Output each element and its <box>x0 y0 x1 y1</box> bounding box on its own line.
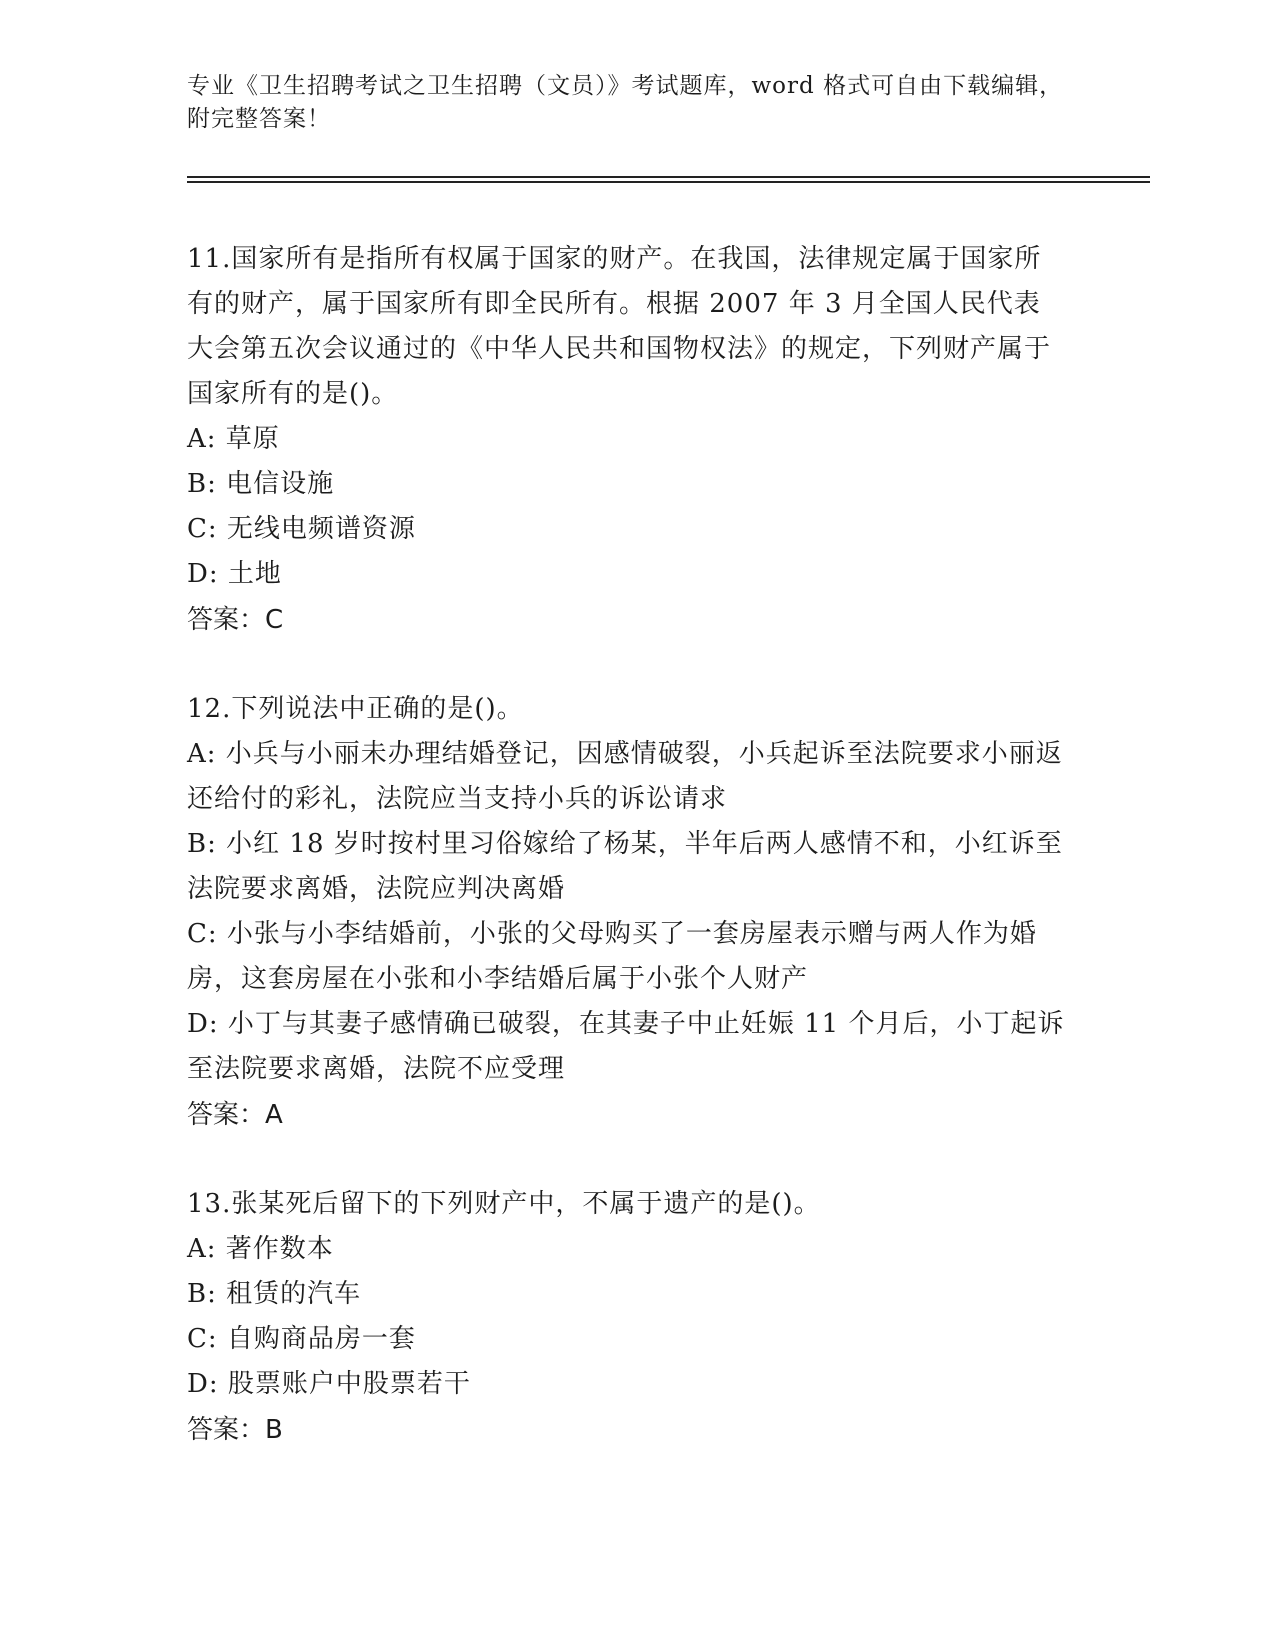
document-header: 专业《卫生招聘考试之卫生招聘（文员）》考试题库，word 格式可自由下载编辑，附完整答案！ <box>187 73 1064 132</box>
option-a: A: 著作数本 <box>187 1234 334 1264</box>
question-item <box>187 687 1147 1138</box>
header-divider <box>187 176 1150 183</box>
answer-line: 答案：A <box>187 1100 283 1130</box>
option-a: A: 草原 <box>187 424 280 454</box>
question-item <box>187 237 1147 643</box>
option-d: D: 小丁与其妻子感情确已破裂，在其妻子中止妊娠 11 个月后，小丁起诉至法院要求离婚，法院不应受理 <box>187 1009 1065 1084</box>
question-stem: 12.下列说法中正确的是()。 <box>187 694 524 724</box>
option-c: C: 小张与小李结婚前，小张的父母购买了一套房屋表示赠与两人作为婚房，这套房屋在小张和小李结婚后属于小张个人财产 <box>187 919 1037 994</box>
option-c: C: 无线电频谱资源 <box>187 514 416 544</box>
option-b: B: 小红 18 岁时按村里习俗嫁给了杨某，半年后两人感情不和，小红诉至法院要求离婚，法院应判决离婚 <box>187 829 1063 904</box>
option-a: A: 小兵与小丽未办理结婚登记，因感情破裂，小兵起诉至法院要求小丽返还给付的彩礼，法院应当支持小兵的诉讼请求 <box>187 739 1063 814</box>
answer-line: 答案：B <box>187 1415 283 1445</box>
question-stem: 13.张某死后留下的下列财产中，不属于遗产的是()。 <box>187 1189 821 1219</box>
question-stem: 11.国家所有是指所有权属于国家的财产。在我国，法律规定属于国家所有的财产，属于国家所有即全民所有。根据 2007 年 3 月全国人民代表大会第五次会议通过的《中华人民共和国物权法》的规定，下列财产属于国家所有的是()。 <box>187 244 1052 409</box>
document-page <box>187 70 1147 1497</box>
option-b: B: 租赁的汽车 <box>187 1279 362 1309</box>
question-item <box>187 1182 1147 1453</box>
option-d: D: 股票账户中股票若干 <box>187 1369 471 1399</box>
option-c: C: 自购商品房一套 <box>187 1324 416 1354</box>
option-d: D: 土地 <box>187 559 282 589</box>
answer-line: 答案：C <box>187 605 284 635</box>
option-b: B: 电信设施 <box>187 469 335 499</box>
question-list <box>187 237 1147 1453</box>
